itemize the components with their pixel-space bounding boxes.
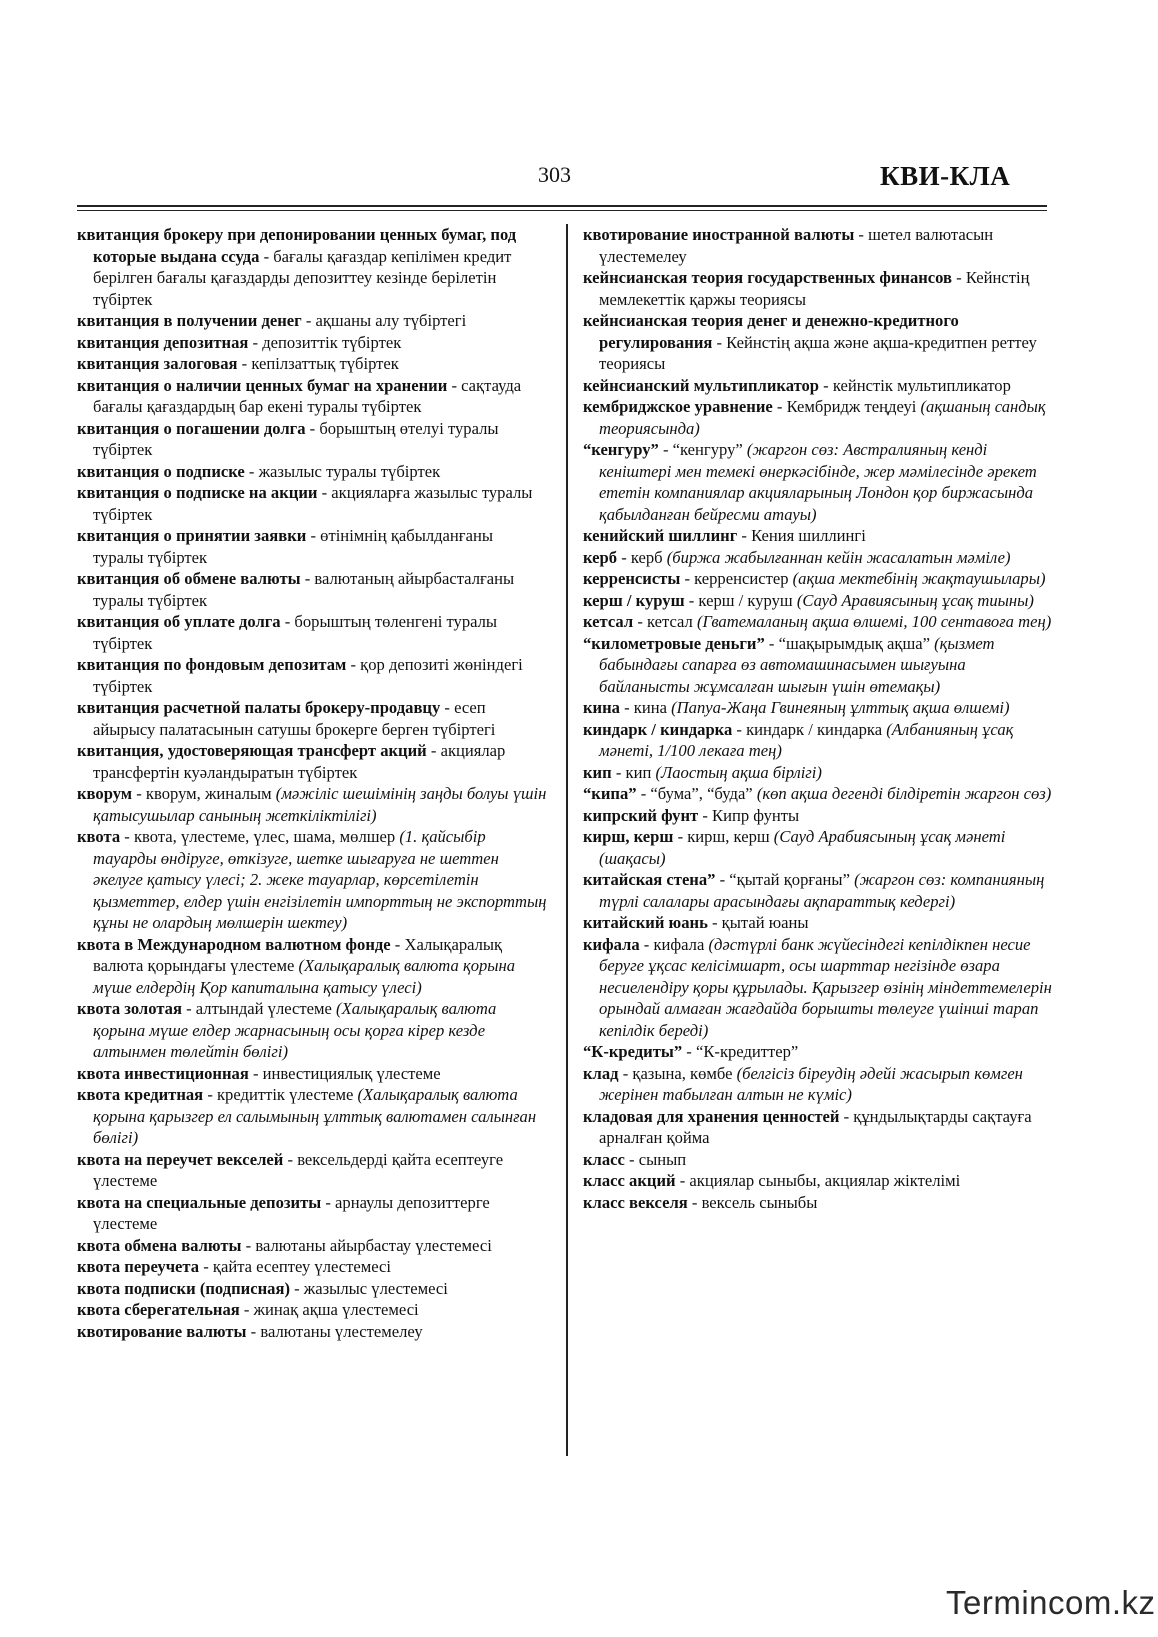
entry-translation: - кип	[611, 762, 656, 782]
dictionary-entry	[77, 1321, 547, 1343]
entry-translation: - кифала	[639, 934, 709, 954]
entry-term: квитанция брокеру при депонировании ценных бумаг, под которые выдана ссуда	[77, 225, 517, 266]
dictionary-entry	[77, 1192, 547, 1235]
left-column	[77, 224, 547, 1342]
entry-translation: - Кипр фунты	[698, 805, 800, 825]
entry-note: (Гватемаланың ақша өлшемі, 100 сентавоға тең)	[697, 612, 1052, 631]
header-rule-thin	[77, 210, 1047, 211]
entry-translation: - валютаны айырбастау үлестемесі	[241, 1235, 492, 1255]
entry-note: (ақша мектебінің жақтаушылары)	[792, 569, 1046, 588]
entry-term: квитанция, удостоверяющая трансферт акций	[77, 741, 427, 760]
entry-term: квота инвестиционная	[77, 1063, 249, 1083]
dictionary-entry	[77, 934, 547, 999]
dictionary-entry	[583, 375, 1053, 397]
entry-translation: - акцияларға жазылыс туралы түбіртек	[93, 483, 533, 524]
dictionary-entry	[583, 590, 1053, 612]
entry-note: (жаргон сөз: Австралияның кенді кеніштері мен темекі өнеркәсібінде, жер мәмілесінде әрекет ететін компаниялар акцияларының Лондон қор биржасында қабылданған бейресми атауы)	[599, 440, 1037, 524]
entry-translation: - киндарк / киндарка	[732, 719, 887, 739]
entry-note: (Папуа-Жаңа Гвинеяның ұлттық ақша өлшемі)	[671, 698, 1010, 717]
dictionary-entry	[583, 439, 1053, 525]
entry-note: (Сауд Аравиясының ұсақ тиыны)	[796, 590, 1034, 610]
entry-translation: - бағалы қағаздар кепілімен кредит берілген бағалы қағаздарды депозиттеу кезінде берілетін түбіртек	[93, 246, 512, 309]
entry-term: квотирование валюты	[77, 1321, 247, 1341]
dictionary-entry	[583, 1170, 1053, 1192]
entry-term: квота кредитная	[77, 1085, 204, 1104]
entry-translation: - “шақырымдық ақша”	[764, 633, 935, 653]
entry-translation: - кепілзаттық түбіртек	[237, 354, 399, 373]
entry-term: керш / куруш	[583, 590, 685, 610]
entry-translation: - акциялар трансфертін куәландыратын түбіртек	[93, 741, 506, 782]
dictionary-entry	[77, 611, 547, 654]
entry-term: “К-кредиты”	[583, 1042, 683, 1061]
entry-note: (Халықаралық валюта қорына мүше елдер жарнасының осы қорға кірер кезде алтынмен төлейтін бөлігі)	[93, 999, 497, 1061]
entry-note: (қызмет бабындағы сапарға өз автомашинасымен шығуына байланысты жұмсалған шығын үшін өтемақы)	[599, 633, 995, 696]
entry-translation: - валютаны үлестемелеу	[246, 1321, 423, 1341]
dictionary-entry	[77, 1063, 547, 1085]
dictionary-entry	[583, 224, 1053, 267]
dictionary-entry	[77, 783, 547, 826]
entry-translation: - акциялар сыныбы, акциялар жіктелімі	[675, 1171, 961, 1190]
dictionary-entry	[77, 332, 547, 354]
dictionary-entry	[583, 611, 1053, 633]
entry-translation: - керренсистер	[680, 569, 793, 588]
dictionary-entry	[583, 267, 1053, 310]
dictionary-entry	[583, 912, 1053, 934]
entry-note: (Халықаралық валюта қорына мүше елдердің Қор капиталына қатысу үлесі)	[93, 956, 516, 997]
entry-term: кип	[583, 762, 612, 782]
entry-translation: - керш / куруш	[684, 590, 797, 610]
entry-term: керренсисты	[583, 569, 681, 588]
entry-translation: - керб	[617, 547, 667, 567]
entry-term: квитанция о подписке на акции	[77, 483, 318, 502]
entry-translation: - жазылыс туралы түбіртек	[244, 461, 441, 481]
entry-term: квитанция о принятии заявки	[77, 526, 307, 545]
entry-note: (Сауд Арабиясының ұсақ мәнеті (шақасы)	[599, 827, 1006, 868]
dictionary-entry	[583, 1149, 1053, 1171]
entry-term: кладовая для хранения ценностей	[583, 1106, 840, 1126]
dictionary-entry	[77, 310, 547, 332]
entry-term: квитанция залоговая	[77, 354, 238, 373]
entry-term: киндарк / киндарка	[583, 719, 733, 739]
dictionary-entry	[583, 1063, 1053, 1106]
entry-translation: - депозиттік түбіртек	[248, 332, 402, 352]
entry-term: кейнсианский мультипликатор	[583, 375, 820, 395]
entry-term: кворум	[77, 784, 133, 803]
entry-translation: - кирш, керш	[673, 827, 774, 846]
entry-translation: - валютаның айырбасталғаны туралы түбіртек	[93, 569, 515, 610]
dictionary-entry	[77, 353, 547, 375]
dictionary-entry	[583, 783, 1053, 805]
entry-note: (1. қайсыбір тауарды өндіруге, өткізуге, шетке шығаруға не шеттен әкелуге қатысу үлесі; 2. жеке тауарлар, көрсетілетін қызметтер, елдер үшін енгізілетін импорттың не экспорттың құны не олардың мөлшерін шектеу)	[93, 827, 547, 932]
dictionary-entry	[77, 1084, 547, 1149]
entry-translation: - есеп айырысу палатасынын сатушы брокерге берген түбіртегі	[93, 698, 496, 739]
entry-term: квота	[77, 827, 121, 846]
entry-translation: - Кейнстің мемлекеттік қаржы теориясы	[599, 268, 1030, 309]
entry-note: (белгісіз біреудің әдейі жасырып көмген жерінен табылған алтын не күміс)	[599, 1063, 1023, 1104]
dictionary-entry	[583, 826, 1053, 869]
dictionary-entry	[583, 547, 1053, 569]
entry-term: квота на переучет векселей	[77, 1149, 284, 1169]
dictionary-entry	[77, 568, 547, 611]
entry-translation: - жазылыс үлестемесі	[289, 1278, 448, 1298]
entry-translation: - сақтауда бағалы қағаздардың бар екені туралы түбіртек	[93, 375, 522, 416]
entry-term: кетсал	[583, 612, 634, 631]
dictionary-entry	[77, 740, 547, 783]
entry-note: (көп ақша дегенді білдіретін жаргон сөз)	[756, 784, 1052, 803]
entry-note: (мәжіліс шешімінің заңды болуы үшін қатысушылар санының жеткіліктілігі)	[93, 784, 547, 825]
entry-term: квитанция о наличии ценных бумаг на хранении	[77, 375, 448, 395]
dictionary-entry	[583, 934, 1053, 1042]
dictionary-entry	[583, 396, 1053, 439]
entry-term: “километровые деньги”	[583, 633, 765, 653]
entry-translation: - квота, үлестеме, үлес, шама, мөлшер	[120, 827, 400, 846]
dictionary-entry	[583, 1192, 1053, 1214]
entry-note: (ақшаның сандық теориясында)	[599, 397, 1046, 438]
entry-term: квитанция расчетной палаты брокеру-продавцу	[77, 698, 441, 717]
entry-translation: - кина	[619, 698, 672, 717]
dictionary-entry	[583, 1041, 1053, 1063]
dictionary-entry	[583, 697, 1053, 719]
dictionary-entry	[583, 568, 1053, 590]
page-number: 303	[538, 162, 571, 187]
entry-translation: - арнаулы депозиттерге үлестеме	[93, 1192, 490, 1233]
entry-translation: - инвестициялық үлестеме	[248, 1063, 441, 1083]
entry-term: квитанция депозитная	[77, 332, 249, 352]
dictionary-entry	[77, 654, 547, 697]
entry-translation: - қайта есептеу үлестемесі	[199, 1257, 392, 1276]
entry-term: квота обмена валюты	[77, 1235, 242, 1255]
running-head: КВИ-КЛА	[880, 161, 1011, 191]
entry-translation: - “қытай қорғаны”	[715, 870, 855, 889]
entry-translation: - Кембридж теңдеуі	[772, 397, 921, 416]
entry-term: квотирование иностранной валюты	[583, 225, 855, 244]
entry-translation: - қор депозиті жөніндегі түбіртек	[93, 655, 523, 696]
entry-term: квота сберегательная	[77, 1300, 240, 1319]
entry-term: китайская стена”	[583, 870, 716, 889]
dictionary-entry	[77, 697, 547, 740]
entry-translation: - “бума”, “буда”	[636, 784, 757, 803]
dictionary-entry	[77, 375, 547, 418]
right-column	[583, 224, 1053, 1213]
entry-translation: - құндылықтарды сақтауға арналған қойма	[599, 1106, 1032, 1147]
entry-translation: - “кенгуру”	[658, 440, 747, 459]
entry-term: кирш, керш	[583, 827, 674, 846]
entry-note: (Халықаралық валюта қорына қарызгер ел салымының ұлттық валютамен салынған бөлігі)	[93, 1085, 537, 1147]
dictionary-entry	[77, 461, 547, 483]
entry-term: квота в Международном валютном фонде	[77, 934, 391, 954]
entry-note: (жаргон сөз: компанияның түрлі салалары арасындағы ақпараттық кедергі)	[599, 870, 1045, 911]
dictionary-entry	[77, 998, 547, 1063]
entry-term: квота подписки (подписная)	[77, 1278, 290, 1298]
entry-translation: - қытай юаны	[707, 913, 809, 932]
entry-note: (Лаостың ақша бірлігі)	[655, 762, 822, 782]
dictionary-entry	[583, 762, 1053, 784]
entry-term: керб	[583, 547, 618, 567]
entry-translation: - борыштың төленгені туралы түбіртек	[93, 612, 498, 653]
entry-translation: - Халықаралық валюта қорындағы үлестеме	[93, 934, 503, 975]
entry-translation: - вексельдерді қайта есептеуге үлестеме	[93, 1149, 504, 1190]
dictionary-entry	[77, 482, 547, 525]
entry-term: квота на специальные депозиты	[77, 1192, 322, 1212]
site-watermark: Termincom.kz	[946, 1584, 1156, 1621]
entry-translation: - “К-кредиттер”	[682, 1042, 799, 1061]
entry-term: кейнсианская теория государственных финансов	[583, 268, 953, 287]
entry-term: класс векселя	[583, 1192, 688, 1212]
entry-translation: - кейнстік мультипликатор	[819, 375, 1011, 395]
entry-translation: - ақшаны алу түбіртегі	[301, 311, 467, 330]
entry-term: квитанция в получении денег	[77, 311, 302, 330]
dictionary-entry	[583, 310, 1053, 375]
header-rule	[77, 205, 1047, 207]
entry-translation: - вексель сыныбы	[687, 1192, 818, 1212]
entry-translation: - кетсал	[633, 612, 697, 631]
dictionary-entry	[583, 805, 1053, 827]
entry-term: квитанция об обмене валюты	[77, 569, 301, 588]
entry-term: класс акций	[583, 1171, 676, 1190]
entry-translation: - сынып	[624, 1149, 687, 1169]
dictionary-entry	[77, 1256, 547, 1278]
entry-term: кифала	[583, 934, 640, 954]
dictionary-entry	[583, 719, 1053, 762]
dictionary-entry	[583, 1106, 1053, 1149]
entry-term: квота переучета	[77, 1257, 200, 1276]
entry-term: квитанция по фондовым депозитам	[77, 655, 347, 674]
entry-translation: - алтындай үлестеме	[181, 999, 337, 1018]
entry-note: (дәстүрлі банк жүйесіндегі кепілдікпен несие беруге ұқсас келісімшарт, осы шарттар негізінде өзара несиелендіру қоры құрылады. Қарызгер өзінің міндеттемелерін орындай алмаған жағдайда борышты төлеуге үшінші тарап кепілдік береді)	[599, 934, 1052, 1040]
column-divider	[566, 224, 568, 1456]
entry-term: квитанция о подписке	[77, 461, 245, 481]
entry-term: квота золотая	[77, 999, 182, 1018]
entry-translation: - кредиттік үлестеме	[203, 1085, 358, 1104]
entry-term: кейнсианская теория денег и денежно-кредитного регулирования	[583, 311, 959, 352]
entry-translation: - Кения шиллингі	[737, 526, 866, 545]
dictionary-entry	[583, 525, 1053, 547]
entry-translation: - өтінімнің қабылданғаны туралы түбіртек	[93, 526, 494, 567]
entry-term: клад	[583, 1063, 619, 1083]
entry-term: кипрский фунт	[583, 805, 699, 825]
entry-term: класс	[583, 1149, 625, 1169]
dictionary-entry	[77, 525, 547, 568]
entry-translation: - қазына, көмбе	[618, 1063, 737, 1083]
entry-translation: - шетел валютасын үлестемелеу	[599, 225, 994, 266]
entry-term: китайский юань	[583, 913, 708, 932]
entry-translation: - жинақ ақша үлестемесі	[239, 1300, 419, 1319]
entry-term: кенийский шиллинг	[583, 526, 738, 545]
dictionary-entry	[77, 224, 547, 310]
entry-term: кина	[583, 698, 620, 717]
dictionary-entry	[77, 826, 547, 934]
entry-translation: - кворум, жиналым	[132, 784, 276, 803]
dictionary-entry	[77, 1278, 547, 1300]
dictionary-entry	[77, 418, 547, 461]
dictionary-entry	[583, 869, 1053, 912]
entry-term: кембриджское уравнение	[583, 397, 773, 416]
dictionary-entry	[583, 633, 1053, 698]
entry-term: квитанция об уплате долга	[77, 612, 281, 631]
entry-note: (биржа жабылғаннан кейін жасалатын мәміле)	[666, 547, 1011, 567]
entry-term: “кипа”	[583, 784, 637, 803]
dictionary-entry	[77, 1299, 547, 1321]
entry-translation: - борыштың өтелуі туралы түбіртек	[93, 418, 499, 459]
dictionary-entry	[77, 1149, 547, 1192]
entry-translation: - Кейнстің ақша және ақша-кредитпен реттеу теориясы	[599, 332, 1037, 373]
dictionary-entry	[77, 1235, 547, 1257]
entry-term: “кенгуру”	[583, 440, 659, 459]
entry-note: (Албанияның ұсақ мәнеті, 1/100 лекаға тең)	[599, 719, 1014, 760]
entry-term: квитанция о погашении долга	[77, 418, 306, 438]
